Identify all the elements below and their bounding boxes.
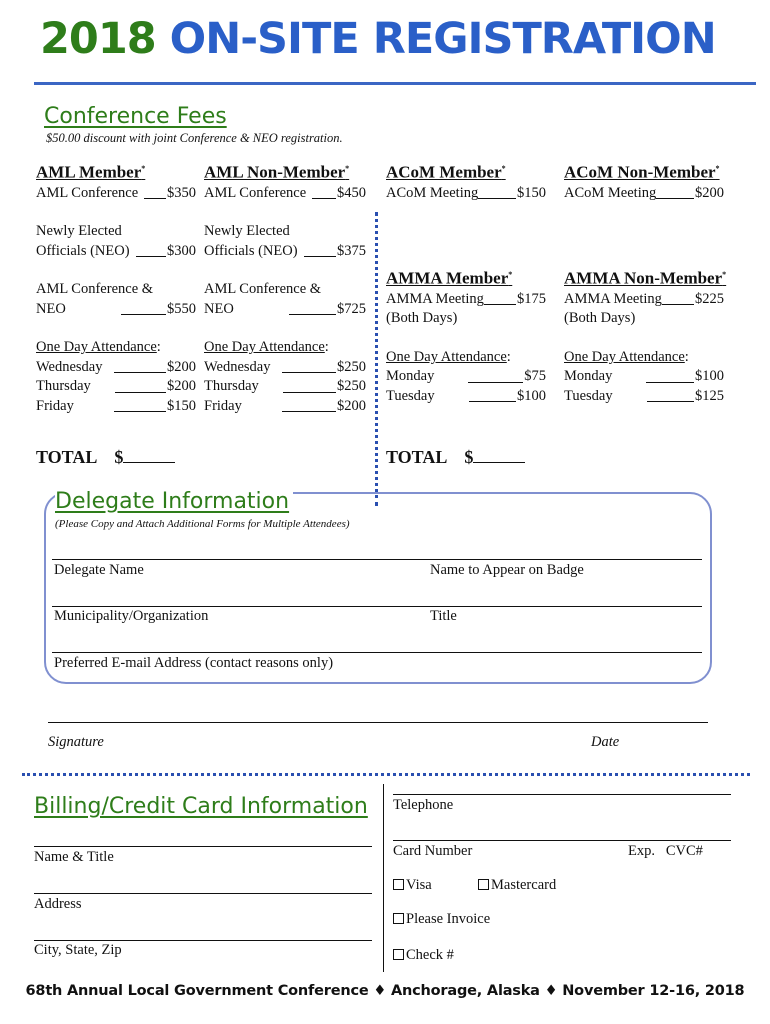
aml-nonmember-column (204, 158, 366, 416)
title-rule (34, 82, 756, 85)
signature-label: Signature (48, 734, 104, 750)
amma-member-mon-row[interactable]: Monday $75 (386, 368, 546, 385)
title-text: ON-SITE REGISTRATION (169, 14, 716, 64)
municipality-line[interactable] (52, 606, 702, 607)
fees-divider-dotted (375, 212, 378, 506)
exp-cvc-label: Exp. CVC# (628, 843, 703, 859)
aml-nonmember-neo-row[interactable]: Officials (NEO) $375 (204, 242, 366, 259)
aml-nonmember-oneday-label: One Day Attendance : (204, 339, 329, 356)
telephone-line[interactable] (393, 794, 731, 795)
amma-member-tue-row[interactable]: Tuesday $100 (386, 387, 546, 404)
amma-member-oneday-label: One Day Attendance : (386, 348, 511, 365)
amma-nonmember-meeting-row[interactable]: AMMA Meeting $225 (564, 290, 724, 307)
title-label: Title (430, 608, 457, 624)
billing-vertical-rule (383, 784, 384, 972)
amma-nonmember-mon-row[interactable]: Monday $100 (564, 368, 724, 385)
aml-nonmember-wed-row[interactable]: Wednesday $250 (204, 358, 366, 375)
aml-nonmember-both-label: AML Conference & (204, 281, 322, 298)
amma-member-meeting-row[interactable]: AMMA Meeting $175 (386, 290, 546, 307)
mastercard-option[interactable]: Mastercard (478, 877, 556, 894)
aml-member-column (36, 158, 196, 416)
aml-member-neo-row[interactable]: Officials (NEO) $300 (36, 242, 196, 259)
invoice-checkbox[interactable] (393, 913, 404, 924)
acom-member-heading: ACoM Member* (386, 162, 506, 182)
acom-nonmember-column (564, 158, 724, 203)
aml-member-fri-row[interactable]: Friday $150 (36, 397, 196, 414)
acom-nonmember-heading: ACoM Non-Member* (564, 162, 720, 182)
billing-divider-dotted (22, 773, 750, 776)
city-label: City, State, Zip (34, 942, 122, 958)
conference-fees-heading: Conference Fees (44, 104, 227, 129)
aml-member-thu-row[interactable]: Thursday $200 (36, 378, 196, 395)
acom-amma-total[interactable]: TOTAL $ (386, 446, 525, 468)
amma-nonmember-heading: AMMA Non-Member* (564, 268, 727, 288)
date-label: Date (591, 734, 620, 750)
aml-member-both-row[interactable]: NEO $550 (36, 300, 196, 317)
amma-nonmember-tue-row[interactable]: Tuesday $125 (564, 387, 724, 404)
amma-member-column (386, 264, 546, 406)
amma-nonmember-oneday-label: One Day Attendance : (564, 348, 689, 365)
aml-nonmember-conference-row[interactable]: AML Conference $450 (204, 184, 366, 201)
visa-checkbox[interactable] (393, 879, 404, 890)
aml-member-neo-label: Newly Elected (36, 223, 122, 240)
aml-member-heading: AML Member* (36, 162, 146, 182)
delegate-note: (Please Copy and Attach Additional Forms for Multiple Attendees) (55, 518, 350, 530)
billing-heading: Billing/Credit Card Information (34, 794, 368, 819)
amma-member-heading: AMMA Member* (386, 268, 513, 288)
amma-nonmember-column (564, 264, 727, 406)
mastercard-checkbox[interactable] (478, 879, 489, 890)
visa-option[interactable]: Visa (393, 877, 432, 894)
acom-member-column (386, 158, 546, 203)
address-label: Address (34, 896, 82, 912)
email-label: Preferred E-mail Address (contact reasons only) (54, 655, 334, 671)
badge-name-label: Name to Appear on Badge (430, 562, 584, 578)
invoice-option[interactable]: Please Invoice (393, 911, 490, 928)
title-year: 2018 (40, 14, 156, 64)
aml-nonmember-heading: AML Non-Member* (204, 162, 350, 182)
email-line[interactable] (52, 652, 702, 653)
aml-member-wed-row[interactable]: Wednesday $200 (36, 358, 196, 375)
city-line[interactable] (34, 940, 372, 941)
delegate-name-label: Delegate Name (54, 562, 144, 578)
amma-member-days: (Both Days) (386, 310, 458, 327)
acom-member-meeting-row[interactable]: ACoM Meeting $150 (386, 184, 546, 201)
acom-nonmember-meeting-row[interactable]: ACoM Meeting $200 (564, 184, 724, 201)
check-checkbox[interactable] (393, 949, 404, 960)
delegate-heading: Delegate Information (55, 489, 293, 514)
aml-total[interactable]: TOTAL $ (36, 446, 175, 468)
name-title-line[interactable] (34, 846, 372, 847)
discount-note: $50.00 discount with joint Conference & NEO registration. (46, 131, 343, 145)
aml-nonmember-fri-row[interactable]: Friday $200 (204, 397, 366, 414)
card-number-label: Card Number (393, 843, 473, 859)
aml-nonmember-neo-label: Newly Elected (204, 223, 290, 240)
address-line[interactable] (34, 893, 372, 894)
aml-member-both-label: AML Conference & (36, 281, 154, 298)
page-title (40, 14, 716, 64)
amma-nonmember-days: (Both Days) (564, 310, 636, 327)
aml-nonmember-thu-row[interactable]: Thursday $250 (204, 378, 366, 395)
card-number-line[interactable] (393, 840, 731, 841)
signature-line[interactable] (48, 722, 708, 723)
delegate-name-line[interactable] (52, 559, 702, 560)
aml-nonmember-both-row[interactable]: NEO $725 (204, 300, 366, 317)
aml-member-conference-row[interactable]: AML Conference $350 (36, 184, 196, 201)
footer-text: 68th Annual Local Government Conference ♦ Anchorage, Alaska ♦ November 12-16, 2018 (25, 983, 745, 999)
municipality-label: Municipality/Organization (54, 608, 209, 624)
name-title-label: Name & Title (34, 849, 114, 865)
check-option[interactable]: Check # (393, 947, 454, 964)
aml-member-oneday-label: One Day Attendance : (36, 339, 161, 356)
telephone-label: Telephone (393, 797, 454, 813)
